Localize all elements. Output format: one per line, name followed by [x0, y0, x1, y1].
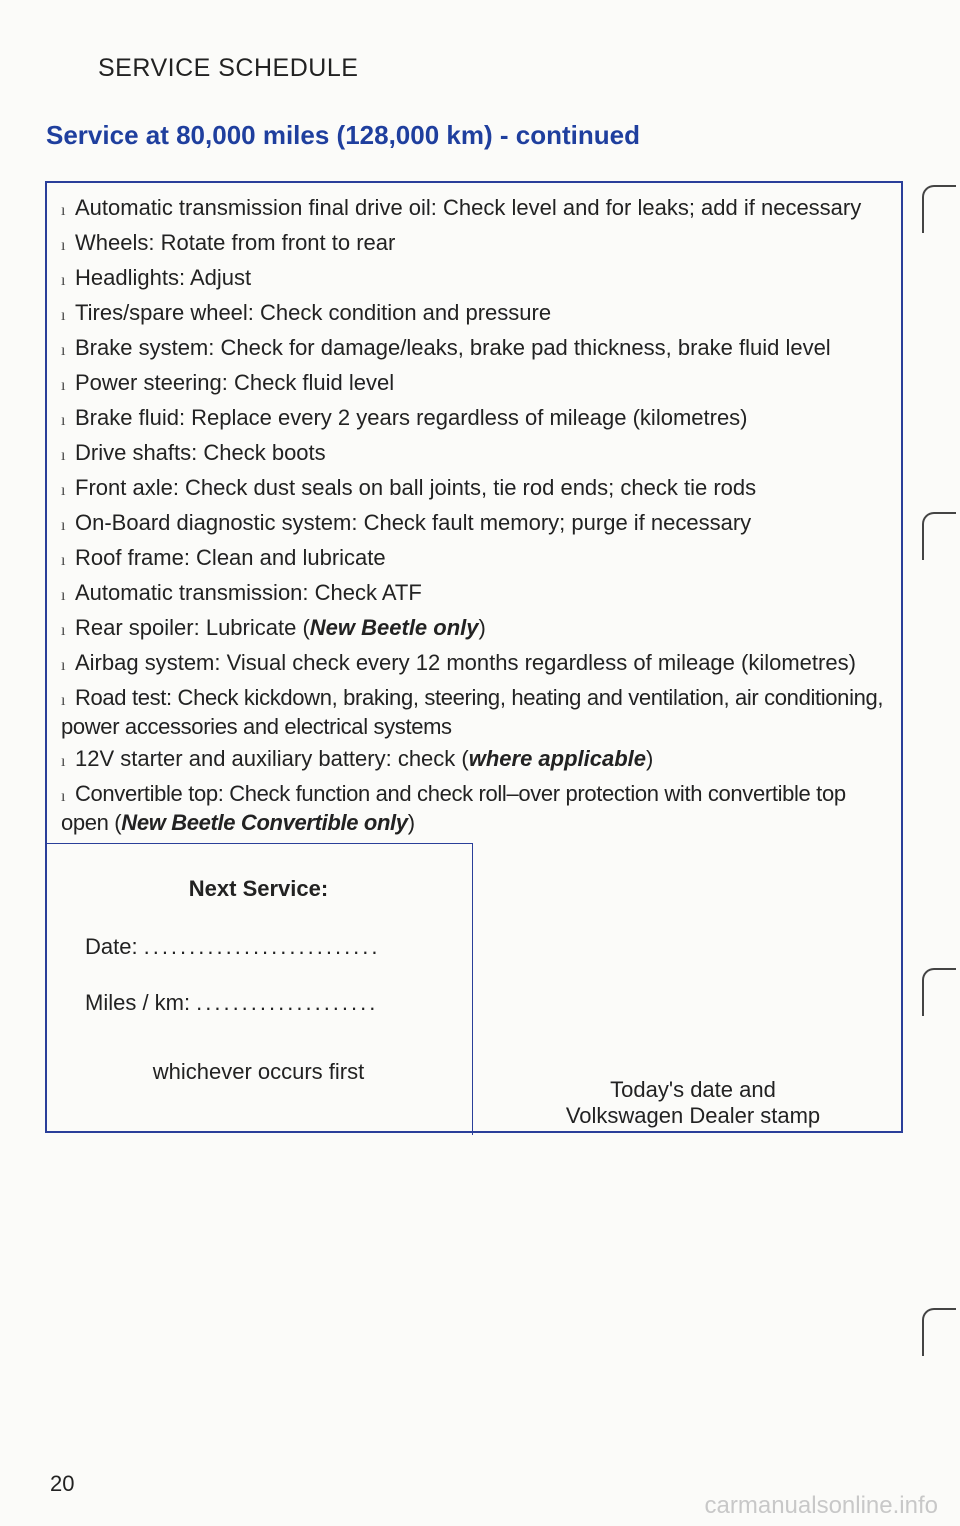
next-service-title: Next Service: — [188, 876, 329, 901]
header-label: SERVICE SCHEDULE — [98, 54, 359, 82]
task-item — [61, 746, 897, 775]
binder-tab-icon — [922, 968, 956, 1016]
watermark: carmanualsonline.info — [704, 1492, 938, 1519]
task-item — [61, 405, 897, 434]
date-field[interactable]: .......................... — [143, 934, 381, 959]
binder-tab-icon — [922, 185, 956, 233]
task-label: Rear spoiler: Lubricate ( — [75, 615, 310, 640]
miles-row — [85, 990, 378, 1016]
task-item — [61, 300, 897, 329]
task-label: Headlights: Adjust — [75, 265, 252, 290]
task-item — [61, 440, 897, 469]
binder-tab-icon — [922, 1308, 956, 1356]
task-item — [61, 335, 897, 364]
bullet-icon: ı — [61, 482, 66, 499]
task-item — [61, 685, 897, 740]
task-emphasis: New Beetle Convertible only — [121, 810, 408, 835]
bullet-icon: ı — [61, 552, 66, 569]
task-item — [61, 580, 897, 609]
task-item — [61, 475, 897, 504]
task-item — [61, 370, 897, 399]
task-label: Road test: Check kickdown, braking, steering, heating and ventilation, air conditioning, power accessories and electrical systems — [61, 685, 884, 739]
task-label: Roof frame: Clean and lubricate — [75, 545, 386, 570]
task-item — [61, 510, 897, 539]
bullet-icon: ı — [61, 307, 66, 324]
bullet-icon: ı — [61, 587, 66, 604]
bullet-icon: ı — [61, 272, 66, 289]
task-item — [61, 545, 897, 574]
task-item — [61, 195, 897, 224]
task-label: Power steering: Check fluid level — [75, 370, 395, 395]
bullet-icon: ı — [61, 692, 66, 709]
task-item — [61, 650, 897, 679]
task-item — [61, 230, 897, 259]
bullet-icon: ı — [61, 412, 66, 429]
binder-tab-icon — [922, 512, 956, 560]
task-label: Automatic transmission: Check ATF — [75, 580, 422, 605]
whichever-note: whichever occurs first — [152, 1059, 365, 1084]
bullet-icon: ı — [61, 377, 66, 394]
bullet-icon: ı — [61, 237, 66, 254]
bullet-icon: ı — [61, 202, 66, 219]
bullet-icon: ı — [61, 657, 66, 674]
task-label: Convertible top: Check function and check roll–over protection with convertible top open ( — [61, 781, 846, 835]
task-label: Airbag system: Visual check every 12 months regardless of mileage (kilometres) — [75, 650, 856, 675]
task-label: Automatic transmission final drive oil: Check level and for leaks; add if necessary — [75, 195, 862, 220]
miles-label: Miles / km: — [85, 990, 191, 1015]
page-number: 20 — [50, 1471, 75, 1496]
bullet-icon: ı — [61, 517, 66, 534]
task-suffix: ) — [478, 615, 486, 640]
task-emphasis: New Beetle only — [309, 615, 479, 640]
next-service-box — [45, 843, 473, 1135]
task-label: Brake fluid: Replace every 2 years regardless of mileage (kilometres) — [75, 405, 748, 430]
task-suffix: ) — [646, 746, 654, 771]
bullet-icon: ı — [61, 342, 66, 359]
task-label: Tires/spare wheel: Check condition and pressure — [75, 300, 552, 325]
task-label: Brake system: Check for damage/leaks, brake pad thickness, brake fluid level — [75, 335, 831, 360]
bullet-icon: ı — [61, 447, 66, 464]
bullet-icon: ı — [61, 788, 66, 805]
miles-field[interactable]: .................... — [196, 990, 379, 1015]
task-item — [61, 781, 897, 836]
bullet-icon: ı — [61, 622, 66, 639]
task-label: On-Board diagnostic system: Check fault memory; purge if necessary — [75, 510, 752, 535]
bullet-icon: ı — [61, 753, 66, 770]
service-panel — [45, 181, 903, 1133]
stamp-line-2: Volkswagen Dealer stamp — [565, 1103, 821, 1128]
task-item — [61, 615, 897, 644]
section-title: Service at 80,000 miles (128,000 km) - continued — [46, 120, 640, 150]
task-label: Front axle: Check dust seals on ball joints, tie rod ends; check tie rods — [75, 475, 757, 500]
task-label: Wheels: Rotate from front to rear — [75, 230, 396, 255]
date-label: Date: — [85, 934, 138, 959]
task-emphasis: where applicable — [468, 746, 647, 771]
task-item — [61, 265, 897, 294]
stamp-line-1: Today's date and — [610, 1077, 776, 1102]
task-label: 12V starter and auxiliary battery: check ( — [75, 746, 469, 771]
date-row — [85, 934, 381, 960]
dealer-stamp-area — [483, 1077, 903, 1129]
task-label: Drive shafts: Check boots — [75, 440, 326, 465]
task-suffix: ) — [407, 810, 415, 835]
